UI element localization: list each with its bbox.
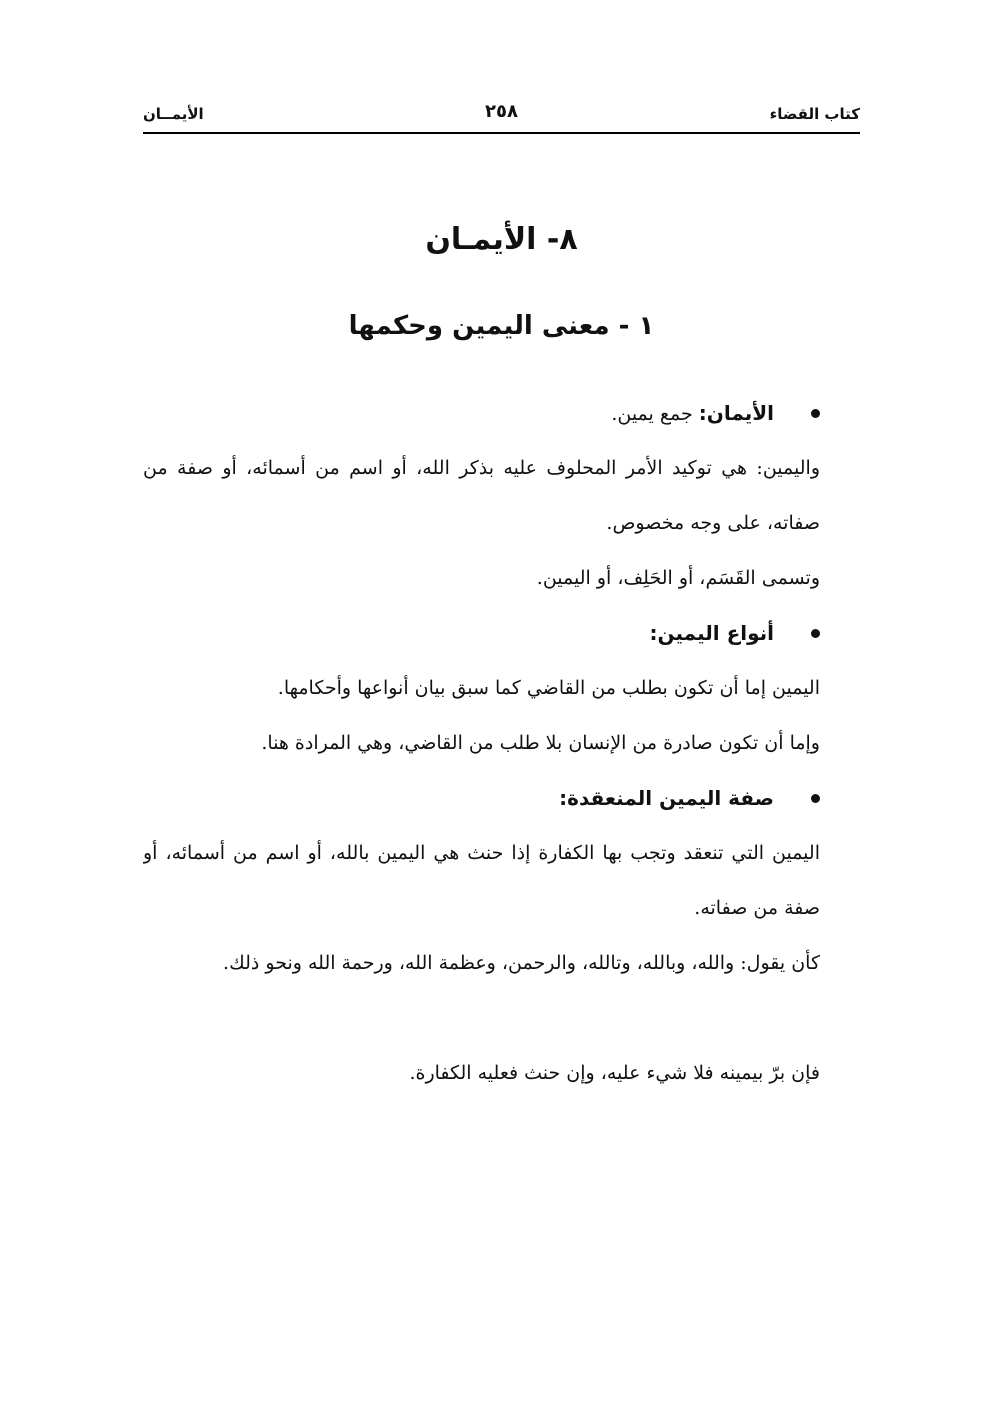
running-header — [143, 100, 860, 134]
paragraph-binding-oath: اليمين التي تنعقد وتجب بها الكفارة إذا حنث هي اليمين بالله، أو اسم من أسمائه، أو صفة من صفاته. — [143, 842, 820, 919]
page-body — [143, 386, 820, 1101]
bullet-item-definition — [143, 386, 820, 441]
paragraph-yamin-definition: واليمين: هي توكيد الأمر المحلوف عليه بذكر الله، أو اسم من أسمائه، أو صفة من صفاته، على وجه مخصوص. — [143, 457, 820, 534]
bullet-icon — [811, 629, 820, 638]
bullet-item-types — [143, 606, 820, 661]
chapter-title: ٨- الأيمـان — [425, 222, 578, 257]
paragraph-types-1: اليمين إما أن تكون بطلب من القاضي كما سبق بيان أنواعها وأحكامها. — [277, 677, 820, 699]
bullet-item-binding-oath — [143, 771, 820, 826]
section-title: ١ - معنى اليمين وحكمها — [348, 311, 655, 341]
bullet-icon — [811, 794, 820, 803]
page-number: ٢٥٨ — [485, 101, 518, 122]
paragraph-expiation: فإن برّ بيمينه فلا شيء عليه، وإن حنث فعليه الكفارة. — [409, 1062, 820, 1084]
bullet-term: الأيمان: — [698, 401, 774, 425]
bullet-term: أنواع اليمين: — [649, 621, 774, 645]
paragraph-synonyms: وتسمى القَسَم، أو الحَلِف، أو اليمين. — [536, 567, 820, 589]
book-title: كتاب القضاء — [769, 105, 860, 123]
bullet-term: صفة اليمين المنعقدة: — [559, 786, 774, 810]
bullet-text: جمع يمين. — [611, 403, 693, 425]
chapter-running-title: الأيمــان — [143, 105, 204, 123]
paragraph-examples: كأن يقول: والله، وبالله، وتالله، والرحمن، وعظمة الله، ورحمة الله ونحو ذلك. — [223, 952, 820, 974]
bullet-icon — [811, 409, 820, 418]
paragraph-types-2: وإما أن تكون صادرة من الإنسان بلا طلب من القاضي، وهي المرادة هنا. — [261, 732, 820, 754]
